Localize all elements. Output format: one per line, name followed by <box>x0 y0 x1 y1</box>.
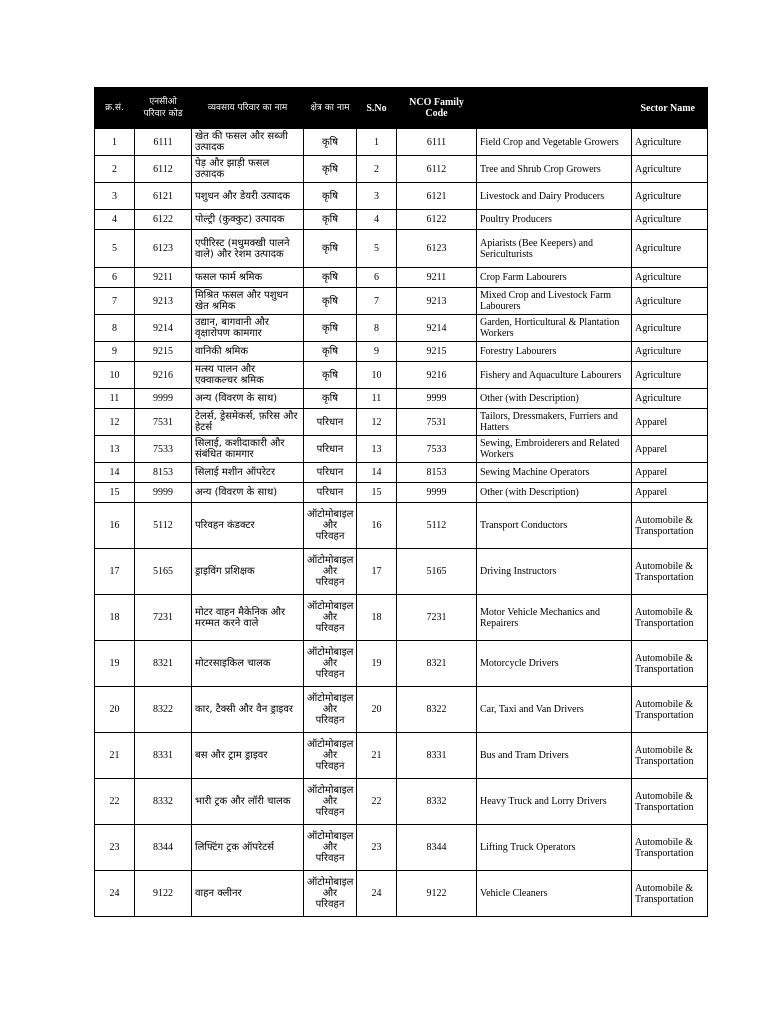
cell-nco-code-hindi: 6122 <box>135 210 192 230</box>
table-row <box>95 210 708 230</box>
cell-sno-hindi: 7 <box>95 288 135 315</box>
cell-nco-code-hindi: 9999 <box>135 483 192 503</box>
cell-sno: 5 <box>357 230 397 268</box>
cell-nco-family-code: 8153 <box>397 463 477 483</box>
cell-occupation-hindi: वाहन क्लीनर <box>192 871 304 917</box>
table-row <box>95 825 708 871</box>
cell-sno-hindi: 2 <box>95 156 135 183</box>
cell-sno: 19 <box>357 641 397 687</box>
table-row <box>95 315 708 342</box>
cell-sector-hindi: कृषि <box>304 129 357 156</box>
cell-nco-family-code: 5112 <box>397 503 477 549</box>
cell-occupation-hindi: कार, टैक्सी और वैन ड्राइवर <box>192 687 304 733</box>
cell-sno: 13 <box>357 436 397 463</box>
cell-nco-family-code: 9999 <box>397 483 477 503</box>
cell-sno-hindi: 11 <box>95 389 135 409</box>
table-row <box>95 129 708 156</box>
cell-sector-name: Apparel <box>632 436 708 463</box>
cell-nco-code-hindi: 9215 <box>135 342 192 362</box>
cell-sector-hindi: परिधान <box>304 409 357 436</box>
header-sector-name: Sector Name <box>632 88 708 129</box>
cell-nco-family-code: 8332 <box>397 779 477 825</box>
cell-occupation-english: Livestock and Dairy Producers <box>477 183 632 210</box>
cell-nco-code-hindi: 9211 <box>135 268 192 288</box>
cell-sno: 21 <box>357 733 397 779</box>
header-sno: S.No <box>357 88 397 129</box>
cell-sno-hindi: 13 <box>95 436 135 463</box>
cell-sno-hindi: 23 <box>95 825 135 871</box>
table-row <box>95 483 708 503</box>
cell-nco-family-code: 6121 <box>397 183 477 210</box>
cell-nco-family-code: 9215 <box>397 342 477 362</box>
cell-sno-hindi: 9 <box>95 342 135 362</box>
cell-sector-hindi: ऑटोमोबाइल और परिवहन <box>304 687 357 733</box>
cell-sno: 15 <box>357 483 397 503</box>
cell-sno-hindi: 16 <box>95 503 135 549</box>
cell-sector-hindi: परिधान <box>304 463 357 483</box>
header-occupation-english <box>477 88 632 129</box>
cell-occupation-english: Car, Taxi and Van Drivers <box>477 687 632 733</box>
cell-nco-code-hindi: 5112 <box>135 503 192 549</box>
cell-occupation-english: Other (with Description) <box>477 483 632 503</box>
cell-occupation-hindi: भारी ट्रक और लॉरी चालक <box>192 779 304 825</box>
cell-sector-hindi: कृषि <box>304 288 357 315</box>
cell-sector-hindi: कृषि <box>304 342 357 362</box>
table-row <box>95 230 708 268</box>
cell-occupation-english: Mixed Crop and Livestock Farm Labourers <box>477 288 632 315</box>
cell-sector-name: Agriculture <box>632 342 708 362</box>
cell-sector-name: Agriculture <box>632 268 708 288</box>
cell-nco-family-code: 9214 <box>397 315 477 342</box>
cell-nco-family-code: 7531 <box>397 409 477 436</box>
cell-nco-code-hindi: 9999 <box>135 389 192 409</box>
cell-occupation-hindi: मोटर वाहन मैकेनिक और मरम्मत करने वाले <box>192 595 304 641</box>
cell-occupation-hindi: एपीरिस्ट (मधुमक्खी पालने वाले) और रेशम उत्पादक <box>192 230 304 268</box>
cell-nco-family-code: 8321 <box>397 641 477 687</box>
cell-occupation-english: Poultry Producers <box>477 210 632 230</box>
cell-nco-code-hindi: 9213 <box>135 288 192 315</box>
cell-nco-code-hindi: 5165 <box>135 549 192 595</box>
cell-nco-code-hindi: 9216 <box>135 362 192 389</box>
cell-sno: 8 <box>357 315 397 342</box>
table-row <box>95 549 708 595</box>
cell-occupation-hindi: अन्य (विवरण के साथ) <box>192 483 304 503</box>
cell-sno: 22 <box>357 779 397 825</box>
cell-sector-hindi: कृषि <box>304 315 357 342</box>
table-row <box>95 268 708 288</box>
header-sector-hindi: क्षेत्र का नाम <box>304 88 357 129</box>
cell-occupation-hindi: टेलर्स, ड्रेसमेकर्स, फ़रिस और हेटर्स <box>192 409 304 436</box>
cell-sector-name: Automobile & Transportation <box>632 549 708 595</box>
cell-nco-code-hindi: 8321 <box>135 641 192 687</box>
cell-sno-hindi: 18 <box>95 595 135 641</box>
cell-sector-name: Automobile & Transportation <box>632 871 708 917</box>
cell-occupation-english: Vehicle Cleaners <box>477 871 632 917</box>
cell-nco-code-hindi: 6112 <box>135 156 192 183</box>
cell-occupation-hindi: उद्यान, बागवानी और वृक्षारोपण कामगार <box>192 315 304 342</box>
cell-nco-code-hindi: 8332 <box>135 779 192 825</box>
cell-occupation-hindi: फसल फार्म श्रमिक <box>192 268 304 288</box>
header-nco-family-code: NCO Family Code <box>397 88 477 129</box>
cell-occupation-hindi: मोटरसाइकिल चालक <box>192 641 304 687</box>
cell-occupation-english: Apiarists (Bee Keepers) and Sericulturists <box>477 230 632 268</box>
cell-sno: 16 <box>357 503 397 549</box>
cell-occupation-english: Crop Farm Labourers <box>477 268 632 288</box>
cell-sector-name: Agriculture <box>632 129 708 156</box>
cell-sector-hindi: कृषि <box>304 268 357 288</box>
cell-sector-name: Agriculture <box>632 315 708 342</box>
cell-sno: 2 <box>357 156 397 183</box>
cell-nco-code-hindi: 7533 <box>135 436 192 463</box>
cell-nco-code-hindi: 6111 <box>135 129 192 156</box>
cell-nco-family-code: 7533 <box>397 436 477 463</box>
cell-sno-hindi: 3 <box>95 183 135 210</box>
cell-sno-hindi: 10 <box>95 362 135 389</box>
cell-occupation-english: Sewing Machine Operators <box>477 463 632 483</box>
cell-occupation-hindi: सिलाई, कशीदाकारी और संबंधित कामगार <box>192 436 304 463</box>
cell-sector-hindi: ऑटोमोबाइल और परिवहन <box>304 733 357 779</box>
table-row <box>95 389 708 409</box>
cell-occupation-english: Tree and Shrub Crop Growers <box>477 156 632 183</box>
cell-nco-family-code: 9213 <box>397 288 477 315</box>
cell-sector-name: Agriculture <box>632 389 708 409</box>
cell-sno-hindi: 1 <box>95 129 135 156</box>
cell-sno-hindi: 21 <box>95 733 135 779</box>
table-row <box>95 779 708 825</box>
cell-sector-name: Agriculture <box>632 230 708 268</box>
cell-sno: 12 <box>357 409 397 436</box>
cell-occupation-hindi: परिवहन कंडक्टर <box>192 503 304 549</box>
cell-sno: 1 <box>357 129 397 156</box>
table-row <box>95 183 708 210</box>
cell-sector-hindi: ऑटोमोबाइल और परिवहन <box>304 641 357 687</box>
cell-nco-code-hindi: 8331 <box>135 733 192 779</box>
cell-sno-hindi: 8 <box>95 315 135 342</box>
cell-nco-family-code: 8322 <box>397 687 477 733</box>
cell-occupation-english: Heavy Truck and Lorry Drivers <box>477 779 632 825</box>
cell-sector-name: Agriculture <box>632 288 708 315</box>
cell-sno: 3 <box>357 183 397 210</box>
cell-occupation-english: Forestry Labourers <box>477 342 632 362</box>
table-row <box>95 641 708 687</box>
cell-occupation-english: Fishery and Aquaculture Labourers <box>477 362 632 389</box>
cell-occupation-english: Field Crop and Vegetable Growers <box>477 129 632 156</box>
table-header <box>95 88 708 129</box>
cell-sector-hindi: ऑटोमोबाइल और परिवहन <box>304 871 357 917</box>
cell-sno-hindi: 22 <box>95 779 135 825</box>
cell-sno-hindi: 20 <box>95 687 135 733</box>
cell-nco-code-hindi: 7231 <box>135 595 192 641</box>
header-nco-code-hindi: एनसीओ परिवार कोड <box>135 88 192 129</box>
cell-nco-code-hindi: 8344 <box>135 825 192 871</box>
cell-sno: 6 <box>357 268 397 288</box>
cell-nco-family-code: 6112 <box>397 156 477 183</box>
cell-nco-family-code: 8331 <box>397 733 477 779</box>
cell-sector-hindi: कृषि <box>304 230 357 268</box>
cell-sno-hindi: 6 <box>95 268 135 288</box>
cell-sector-name: Automobile & Transportation <box>632 687 708 733</box>
table-row <box>95 687 708 733</box>
cell-sector-name: Apparel <box>632 483 708 503</box>
cell-sector-hindi: ऑटोमोबाइल और परिवहन <box>304 503 357 549</box>
table-body <box>95 129 708 917</box>
table-row <box>95 871 708 917</box>
header-sno-hindi: क्र.सं. <box>95 88 135 129</box>
cell-sno-hindi: 24 <box>95 871 135 917</box>
cell-sector-name: Apparel <box>632 463 708 483</box>
nco-family-table <box>94 87 708 917</box>
table-row <box>95 463 708 483</box>
cell-sno-hindi: 4 <box>95 210 135 230</box>
cell-occupation-english: Driving Instructors <box>477 549 632 595</box>
cell-sno: 7 <box>357 288 397 315</box>
cell-nco-code-hindi: 6123 <box>135 230 192 268</box>
cell-sno-hindi: 14 <box>95 463 135 483</box>
cell-sector-hindi: कृषि <box>304 183 357 210</box>
cell-sector-name: Agriculture <box>632 362 708 389</box>
cell-sector-name: Agriculture <box>632 210 708 230</box>
cell-occupation-hindi: लिफ्टिंग ट्रक ऑपरेटर्स <box>192 825 304 871</box>
cell-occupation-english: Tailors, Dressmakers, Furriers and Hatters <box>477 409 632 436</box>
cell-sno-hindi: 15 <box>95 483 135 503</box>
cell-sector-name: Apparel <box>632 409 708 436</box>
cell-sector-name: Automobile & Transportation <box>632 595 708 641</box>
cell-nco-family-code: 8344 <box>397 825 477 871</box>
cell-nco-family-code: 7231 <box>397 595 477 641</box>
cell-occupation-english: Bus and Tram Drivers <box>477 733 632 779</box>
table-row <box>95 436 708 463</box>
cell-sector-name: Automobile & Transportation <box>632 733 708 779</box>
cell-sector-hindi: कृषि <box>304 210 357 230</box>
cell-sno: 24 <box>357 871 397 917</box>
cell-nco-family-code: 9211 <box>397 268 477 288</box>
cell-sector-name: Agriculture <box>632 183 708 210</box>
cell-nco-family-code: 5165 <box>397 549 477 595</box>
cell-occupation-hindi: पोल्ट्री (कुक्कुट) उत्पादक <box>192 210 304 230</box>
cell-sector-hindi: ऑटोमोबाइल और परिवहन <box>304 595 357 641</box>
cell-nco-family-code: 9999 <box>397 389 477 409</box>
cell-sno-hindi: 19 <box>95 641 135 687</box>
cell-nco-code-hindi: 7531 <box>135 409 192 436</box>
cell-nco-code-hindi: 6121 <box>135 183 192 210</box>
cell-sector-hindi: कृषि <box>304 362 357 389</box>
cell-nco-family-code: 9216 <box>397 362 477 389</box>
cell-sno: 10 <box>357 362 397 389</box>
table-row <box>95 288 708 315</box>
cell-sno: 20 <box>357 687 397 733</box>
cell-occupation-english: Sewing, Embroiderers and Related Workers <box>477 436 632 463</box>
cell-sno: 23 <box>357 825 397 871</box>
cell-nco-code-hindi: 8153 <box>135 463 192 483</box>
table-row <box>95 733 708 779</box>
cell-sno: 9 <box>357 342 397 362</box>
cell-nco-code-hindi: 9122 <box>135 871 192 917</box>
cell-sector-name: Agriculture <box>632 156 708 183</box>
cell-sector-name: Automobile & Transportation <box>632 503 708 549</box>
cell-occupation-english: Transport Conductors <box>477 503 632 549</box>
cell-occupation-english: Motorcycle Drivers <box>477 641 632 687</box>
cell-sno-hindi: 5 <box>95 230 135 268</box>
cell-nco-family-code: 6123 <box>397 230 477 268</box>
cell-occupation-english: Lifting Truck Operators <box>477 825 632 871</box>
cell-occupation-hindi: मिश्रित फसल और पशुधन खेत श्रमिक <box>192 288 304 315</box>
cell-occupation-hindi: बस और ट्राम ड्राइवर <box>192 733 304 779</box>
cell-sector-hindi: ऑटोमोबाइल और परिवहन <box>304 779 357 825</box>
table-row <box>95 503 708 549</box>
cell-sector-hindi: ऑटोमोबाइल और परिवहन <box>304 825 357 871</box>
cell-occupation-english: Other (with Description) <box>477 389 632 409</box>
cell-sector-hindi: परिधान <box>304 436 357 463</box>
cell-occupation-hindi: सिलाई मशीन ऑपरेटर <box>192 463 304 483</box>
cell-nco-family-code: 6111 <box>397 129 477 156</box>
cell-sector-hindi: कृषि <box>304 156 357 183</box>
table-row <box>95 156 708 183</box>
cell-sno: 14 <box>357 463 397 483</box>
cell-nco-family-code: 6122 <box>397 210 477 230</box>
cell-occupation-english: Motor Vehicle Mechanics and Repairers <box>477 595 632 641</box>
cell-sno: 4 <box>357 210 397 230</box>
cell-occupation-hindi: ड्राइविंग प्रशिक्षक <box>192 549 304 595</box>
cell-sector-hindi: ऑटोमोबाइल और परिवहन <box>304 549 357 595</box>
cell-sno: 18 <box>357 595 397 641</box>
header-occupation-hindi: व्यवसाय परिवार का नाम <box>192 88 304 129</box>
cell-sector-name: Automobile & Transportation <box>632 641 708 687</box>
table-row <box>95 595 708 641</box>
cell-occupation-english: Garden, Horticultural & Plantation Workers <box>477 315 632 342</box>
cell-occupation-hindi: पेड़ और झाड़ी फसल उत्पादक <box>192 156 304 183</box>
cell-occupation-hindi: वानिकी श्रमिक <box>192 342 304 362</box>
cell-sector-hindi: कृषि <box>304 389 357 409</box>
cell-occupation-hindi: अन्य (विवरण के साथ) <box>192 389 304 409</box>
cell-sector-hindi: परिधान <box>304 483 357 503</box>
cell-occupation-hindi: पशुधन और डेयरी उत्पादक <box>192 183 304 210</box>
cell-sno: 11 <box>357 389 397 409</box>
cell-nco-family-code: 9122 <box>397 871 477 917</box>
table-row <box>95 409 708 436</box>
cell-sno: 17 <box>357 549 397 595</box>
cell-sno-hindi: 17 <box>95 549 135 595</box>
cell-sector-name: Automobile & Transportation <box>632 825 708 871</box>
cell-nco-code-hindi: 9214 <box>135 315 192 342</box>
cell-occupation-hindi: मत्स्य पालन और एक्वाकल्चर श्रमिक <box>192 362 304 389</box>
table-row <box>95 362 708 389</box>
cell-sno-hindi: 12 <box>95 409 135 436</box>
cell-nco-code-hindi: 8322 <box>135 687 192 733</box>
cell-occupation-hindi: खेत की फसल और सब्जी उत्पादक <box>192 129 304 156</box>
table-row <box>95 342 708 362</box>
cell-sector-name: Automobile & Transportation <box>632 779 708 825</box>
